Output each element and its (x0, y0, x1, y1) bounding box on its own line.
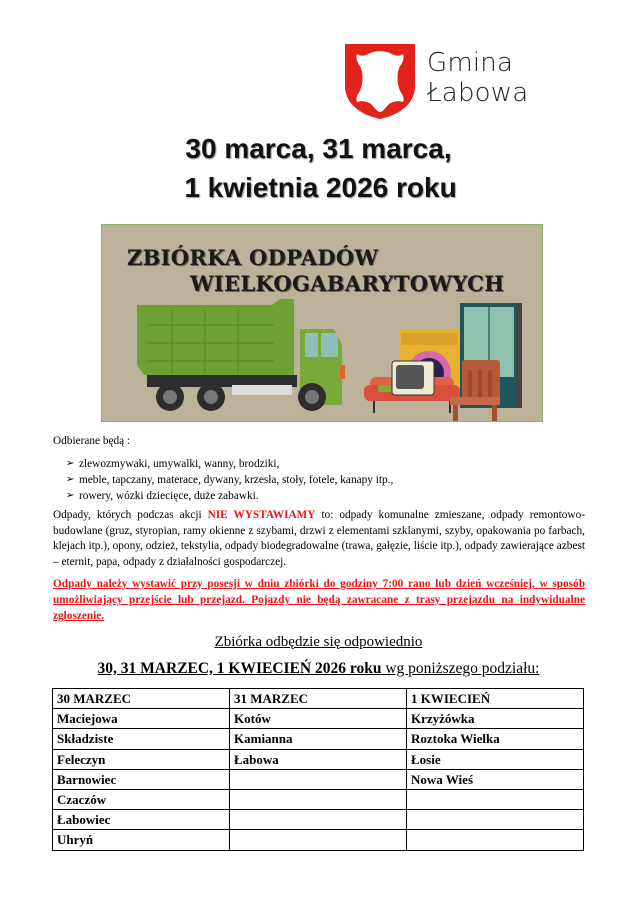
table-cell (230, 789, 407, 809)
table-header-row (53, 689, 584, 709)
table-cell: Łabowa (230, 749, 407, 769)
coat-of-arms-shield-icon (343, 42, 417, 120)
table-row (53, 729, 584, 749)
list-item (66, 488, 393, 504)
table-cell (230, 830, 407, 850)
arrow-bullet-icon: ➢ (66, 490, 75, 501)
table-cell: Feleczyn (53, 749, 230, 769)
list-item-text: zlewozmywaki, umywalki, wanny, brodziki, (79, 458, 280, 470)
table-row (53, 810, 584, 830)
table-cell (407, 830, 584, 850)
table-row (53, 830, 584, 850)
table-cell: Kotów (230, 709, 407, 729)
table-row (53, 709, 584, 729)
table-cell: Łosie (407, 749, 584, 769)
table-cell: Kamianna (230, 729, 407, 749)
schedule-heading: Zbiórka odbędzie się odpowiednio (214, 634, 423, 650)
table-cell: Barnowiec (53, 769, 230, 789)
placement-warning: Odpady należy wystawić przy posesji w dniu zbiórki do godziny 7:00 rano lub dzień wcześniej, w sposób umożliwiający przejście lub przejazd. Pojazdy nie będą zawracane z trasy przejazdu na indywidualne zgłoszenie. (53, 578, 585, 622)
accepted-intro: Odbierane będą : (53, 435, 131, 447)
television-icon (392, 361, 434, 395)
table-cell (407, 810, 584, 830)
table-cell: Uhryń (53, 830, 230, 850)
gmina-name-line2: Łabowa (427, 78, 529, 108)
schedule-subheading-rest: wg poniższego podziału: (381, 660, 540, 677)
table-cell: Krzyżówka (407, 709, 584, 729)
schedule-subheading (0, 660, 637, 678)
accepted-items-list (66, 456, 393, 504)
table-cell: Składziste (53, 729, 230, 749)
table-cell: Czaczów (53, 789, 230, 809)
gmina-name (427, 48, 528, 108)
table-cell: Łabowiec (53, 810, 230, 830)
table-row (53, 769, 584, 789)
not-accepted-list: to: odpady komunalne zmieszane, odpady remontowo-budowlane (gruz, styropian, ramy okienne z szybami, drzwi z elementami szklanymi, szyby, opakowania po farbach, klejach itp.), opony, odzież, tekstylia, odpady biodegradowalne (trawa, gałęzie, liście itp.), odpady zawierające azbest – eternit, papa, odpady z działalności gospodarczej. (53, 509, 585, 569)
list-item (66, 472, 393, 488)
arrow-bullet-icon: ➢ (66, 474, 75, 485)
not-accepted-paragraph (53, 508, 585, 571)
not-accepted-emphasis: NIE WYSTAWIAMY (207, 509, 316, 521)
dates-heading-line2: 1 kwietnia 2026 roku (184, 172, 457, 203)
table-cell: Roztoka Wielka (407, 729, 584, 749)
gmina-name-line1: Gmina (427, 48, 514, 78)
table-row (53, 749, 584, 769)
schedule-dates: 30, 31 MARZEC, 1 KWIECIEŃ 2026 roku (97, 660, 382, 677)
list-item-text: rowery, wózki dziecięce, duże zabawki. (79, 490, 259, 502)
column-header: 31 MARZEC (230, 689, 407, 709)
table-cell (230, 769, 407, 789)
table-cell: Maciejowa (53, 709, 230, 729)
column-header: 30 MARZEC (53, 689, 230, 709)
table-cell (230, 810, 407, 830)
table-cell: Nowa Wieś (407, 769, 584, 789)
gmina-logo (343, 42, 553, 120)
collection-banner (101, 224, 543, 422)
arrow-bullet-icon: ➢ (66, 458, 75, 469)
column-header: 1 KWIECIEŃ (407, 689, 584, 709)
schedule-table (52, 688, 584, 851)
table-cell (407, 789, 584, 809)
table-row (53, 789, 584, 809)
garbage-truck-icon (137, 299, 345, 411)
not-accepted-prefix: Odpady, których podczas akcji (53, 509, 208, 521)
banner-title-line2: WIELKOGABARYTOWYCH (190, 271, 505, 296)
banner-title-line1: ZBIÓRKA ODPADÓW (127, 245, 379, 270)
dates-heading-line1: 30 marca, 31 marca, (185, 133, 452, 164)
list-item (66, 456, 393, 472)
list-item-text: meble, tapczany, materace, dywany, krzesła, stoły, fotele, kanapy itp., (79, 474, 394, 486)
